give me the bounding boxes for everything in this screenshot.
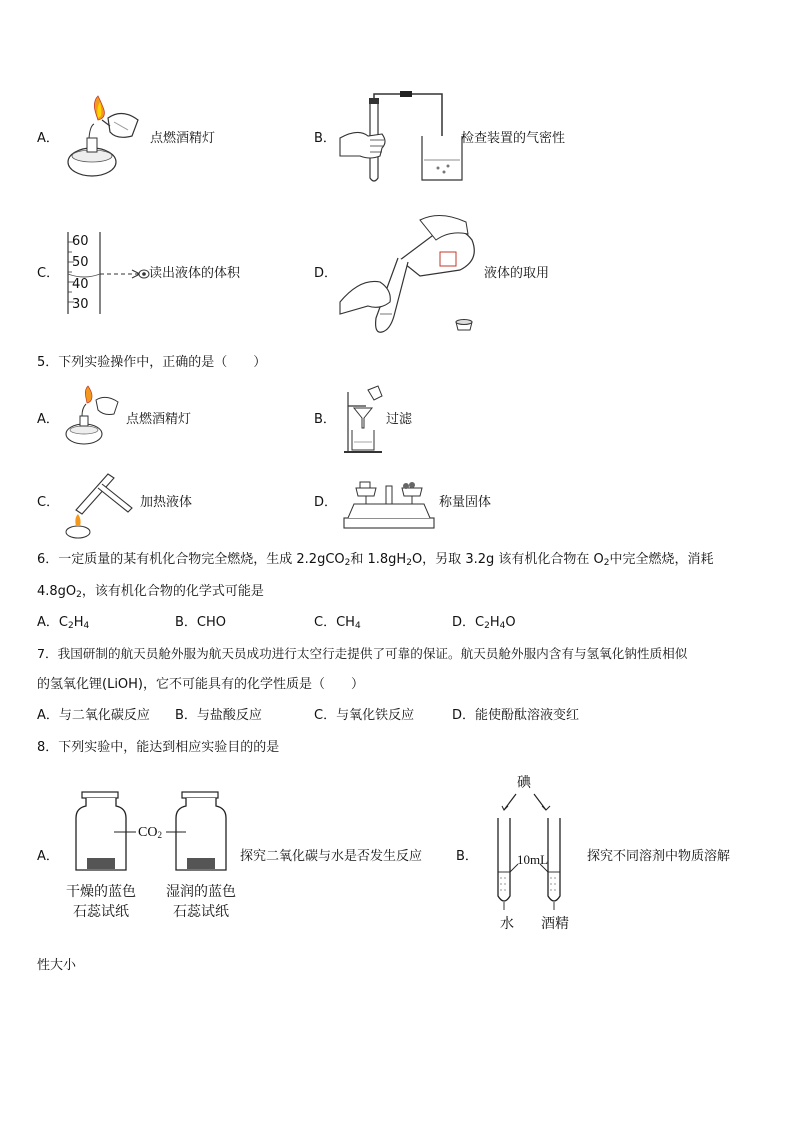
heating-liquid-icon: [62, 470, 142, 540]
alcohol-caption: 酒精: [541, 916, 569, 932]
q4-option-c-letter: C．: [37, 266, 60, 281]
wet-litmus-caption-1: 湿润的蓝色: [166, 884, 236, 900]
q8-option-a-purpose: 探究二氧化碳与水是否发生反应: [240, 849, 423, 864]
q5-option-a-letter: A．: [37, 412, 59, 427]
co2-label: $CO_2$: [138, 825, 162, 840]
q7-option-b: B．与盐酸反应: [175, 708, 262, 723]
q5-option-d-letter: D．: [314, 495, 338, 510]
dry-litmus-caption-1: 干燥的蓝色: [66, 884, 136, 900]
q8-option-b-purpose-continued: 性大小: [37, 958, 77, 973]
q7-option-a: A．与二氧化碳反应: [37, 708, 150, 723]
q5-option-d-label: 称量固体: [439, 495, 492, 510]
q8-option-b-letter: B．: [456, 849, 478, 864]
alcohol-lamp-icon: [60, 386, 126, 448]
q8-option-a-letter: A．: [37, 849, 59, 864]
q4-option-d-label: 液体的取用: [484, 266, 550, 281]
dry-litmus-caption-2: 石蕊试纸: [73, 904, 129, 920]
q5-option-c-label: 加热液体: [140, 495, 193, 510]
cylinder-tick-30: 30: [72, 297, 89, 312]
q5-option-b-letter: B．: [314, 412, 336, 427]
volume-label: 10mL: [517, 852, 549, 867]
q7-option-d: D．能使酚酞溶液变红: [452, 708, 580, 723]
q4-option-c-label: 读出液体的体积: [149, 266, 241, 281]
q4-option-d-letter: D．: [314, 266, 338, 281]
q8-option-b-purpose: 探究不同溶剂中物质溶解: [587, 849, 731, 864]
q6-option-c: C．$CH_4$: [314, 615, 361, 631]
pouring-liquid-icon: [340, 210, 490, 340]
q4-option-a-label: 点燃酒精灯: [150, 131, 216, 146]
iodine-label: 碘: [517, 775, 531, 791]
q6-option-a: A．$C_2H_4$: [37, 615, 90, 631]
balance-icon: [340, 474, 438, 532]
airtightness-check-icon: [340, 90, 465, 185]
q5-option-a-label: 点燃酒精灯: [126, 412, 192, 427]
q7-option-c: C．与氧化铁反应: [314, 708, 415, 723]
q4-option-b-letter: B．: [314, 131, 336, 146]
q7-stem-line-1: 7．我国研制的航天员舱外服为航天员成功进行太空行走提供了可靠的保证。航天员舱外服内含有与氢氧化钠性质相似: [37, 646, 688, 661]
q6-option-b: B．CHO: [175, 615, 227, 630]
alcohol-lamp-icon: [62, 96, 152, 184]
q6-stem-line-1: 6．一定质量的某有机化合物完全燃烧，生成 2.2gCO$_2$和 $1.8gH_2O$，另取 3.2g 该有机化合物在 $O_2$中完全燃烧，消耗: [37, 552, 714, 568]
q8-stem: 8．下列实验中，能达到相应实验目的的是: [37, 740, 280, 755]
q7-stem-line-2: 的氢氧化锂(LiOH)，它不可能具有的化学性质是（ ）: [37, 677, 365, 692]
filtration-icon: [338, 386, 388, 454]
cylinder-tick-40: 40: [72, 277, 89, 292]
cylinder-tick-60: 60: [72, 234, 89, 249]
q4-option-a-letter: A．: [37, 131, 59, 146]
q5-option-b-label: 过滤: [386, 412, 413, 427]
q6-option-d: D．$C_2H_4O$: [452, 615, 516, 631]
q5-stem: 5．下列实验操作中，正确的是（ ）: [37, 355, 267, 370]
q4-option-b-label: 检查装置的气密性: [461, 131, 566, 146]
wet-litmus-caption-2: 石蕊试纸: [173, 904, 229, 920]
cylinder-tick-50: 50: [72, 255, 89, 270]
q6-stem-line-2: $4.8gO_2$，该有机化合物的化学式可能是: [37, 584, 264, 600]
test-tubes-icon: [490, 792, 570, 910]
water-caption: 水: [500, 916, 514, 932]
q5-option-c-letter: C．: [37, 495, 60, 510]
